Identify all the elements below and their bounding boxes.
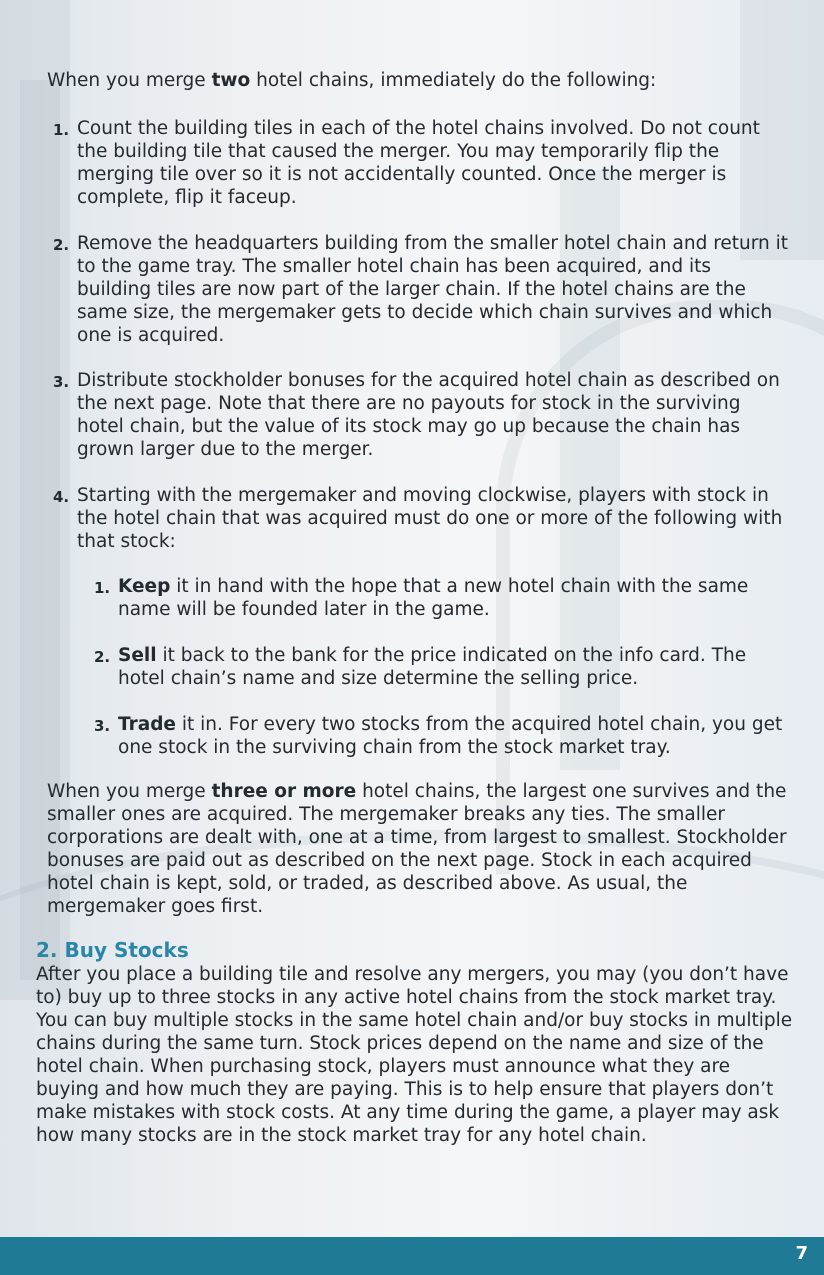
step-number: 4. xyxy=(53,488,70,506)
intro-paragraph: When you merge two hotel chains, immediately do the following: xyxy=(47,70,657,91)
buy-stocks-paragraph: After you place a building tile and resolve any mergers, you may (you don’t have to) buy up to three stocks in any active hotel chains from the stock market tray. You can buy multiple stocks in the same hotel chain and/or buy stocks in multiple chains during the same turn. Stock prices depend on the name and size of the hotel chain. When purchasing stock, players must announce what they are buying and how much they are paying. This is to help ensure that players don’t make mistakes with stock costs. At any time during the game, a player may ask how many stocks are in the stock market tray for any hotel chain. xyxy=(36,964,793,1146)
three-or-more-paragraph: When you merge three or more hotel chains, the largest one survives and the smaller ones are acquired. The mergemaker breaks any ties. The smaller corporations are dealt with, one at a time, from largest to smallest. Stockholder bonuses are paid out as described on the next page. Stock in each acquired hotel chain is kept, sold, or traded, as described above. As usual, the mergemaker goes first. xyxy=(47,781,787,917)
step-1 xyxy=(53,117,793,209)
step-number: 3. xyxy=(53,373,70,391)
buy-stocks-heading: 2. Buy Stocks xyxy=(36,938,189,962)
substep-sell xyxy=(94,644,794,690)
substep-keep xyxy=(94,575,794,621)
step-number: 2. xyxy=(53,236,70,254)
step-3 xyxy=(53,369,793,461)
footer-bar xyxy=(0,1237,824,1275)
step-2 xyxy=(53,232,793,347)
step-number: 1. xyxy=(53,121,70,139)
substep-text: Keep it in hand with the hope that a new hotel chain with the same name will be founded later in the game. xyxy=(118,576,749,620)
substep-number: 3. xyxy=(94,717,111,735)
step-4 xyxy=(53,484,793,553)
substep-text: Trade it in. For every two stocks from the acquired hotel chain, you get one stock in the surviving chain from the stock market tray. xyxy=(118,714,783,758)
substep-number: 1. xyxy=(94,579,111,597)
step-text: Count the building tiles in each of the hotel chains involved. Do not count the building tile that caused the merger. You may temporarily flip the merging tile over so it is not accidentally counted. Once the merger is complete, flip it faceup. xyxy=(77,118,760,208)
substep-text: Sell it back to the bank for the price indicated on the info card. The hotel chain’s name and size determine the selling price. xyxy=(118,645,747,689)
substep-trade xyxy=(94,713,794,759)
page-number: 7 xyxy=(795,1243,808,1264)
substep-number: 2. xyxy=(94,648,111,666)
step-text: Remove the headquarters building from the smaller hotel chain and return it to the game tray. The smaller hotel chain has been acquired, and its building tiles are now part of the larger chain. If the hotel chains are the same size, the mergemaker gets to decide which chain survives and which one is acquired. xyxy=(77,233,789,346)
step-text: Distribute stockholder bonuses for the acquired hotel chain as described on the next page. Note that there are no payouts for stock in the surviving hotel chain, but the value of its stock may go up because the chain has grown larger due to the merger. xyxy=(77,370,780,460)
step-text: Starting with the mergemaker and moving clockwise, players with stock in the hotel chain that was acquired must do one or more of the following with that stock: xyxy=(77,485,783,552)
